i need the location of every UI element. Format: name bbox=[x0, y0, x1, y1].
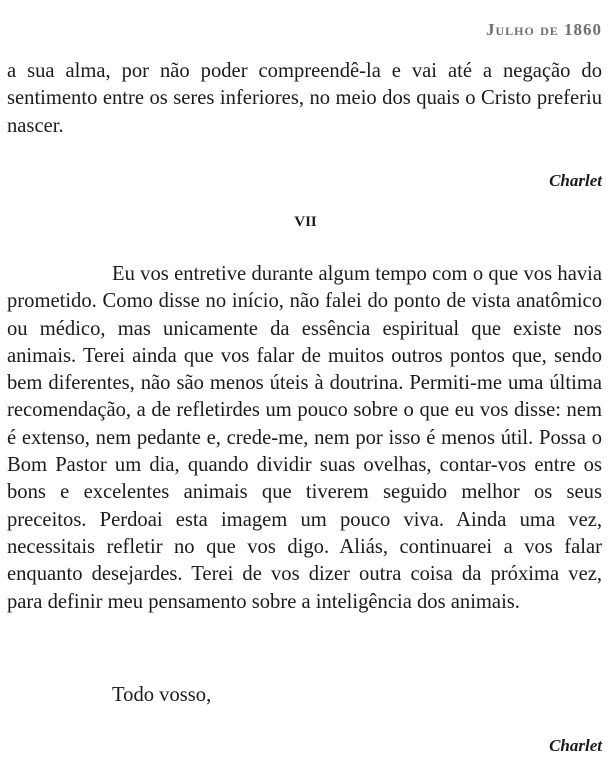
signature-charlet-final: Charlet bbox=[549, 736, 602, 755]
closing-salutation: Todo vosso, bbox=[112, 684, 212, 706]
running-header: Julho de 1860 bbox=[485, 20, 602, 39]
signature-charlet: Charlet bbox=[549, 171, 602, 190]
paragraph-continuation: a sua alma, por não poder compreendê-la e vai até a negação do sentimento entre os seres inferiores, no meio dos quais o Cristo preferiu nascer. bbox=[7, 60, 602, 137]
paragraph-main: Eu vos entretive durante algum tempo com o que vos havia prometido. Como disse no início, não falei do ponto de vista anatômico ou médico, mas unicamente da essência espiritual que existe nos animais. Terei ainda que vos falar de muitos outros pontos que, sendo bem diferentes, não são menos úteis à doutrina. Permiti-me uma última recomendação, a de refletirdes um pouco sobre o que eu vos disse: nem é extenso, nem pedante e, crede-me, nem por isso é menos útil. Possa o Bom Pastor um dia, quando dividir suas ovelhas, contar-vos entre os bons e excelentes animais que tiverem seguido melhor os seus preceitos. Perdoai esta imagem um pouco viva. Ainda uma vez, necessitais refletir no que vos digo. Aliás, continuarei a vos falar enquanto desejardes. Terei de vos dizer outra coisa da próxima vez, para definir meu pensamento sobre a inteligência dos animais. bbox=[7, 263, 602, 613]
section-number: VII bbox=[294, 214, 317, 230]
